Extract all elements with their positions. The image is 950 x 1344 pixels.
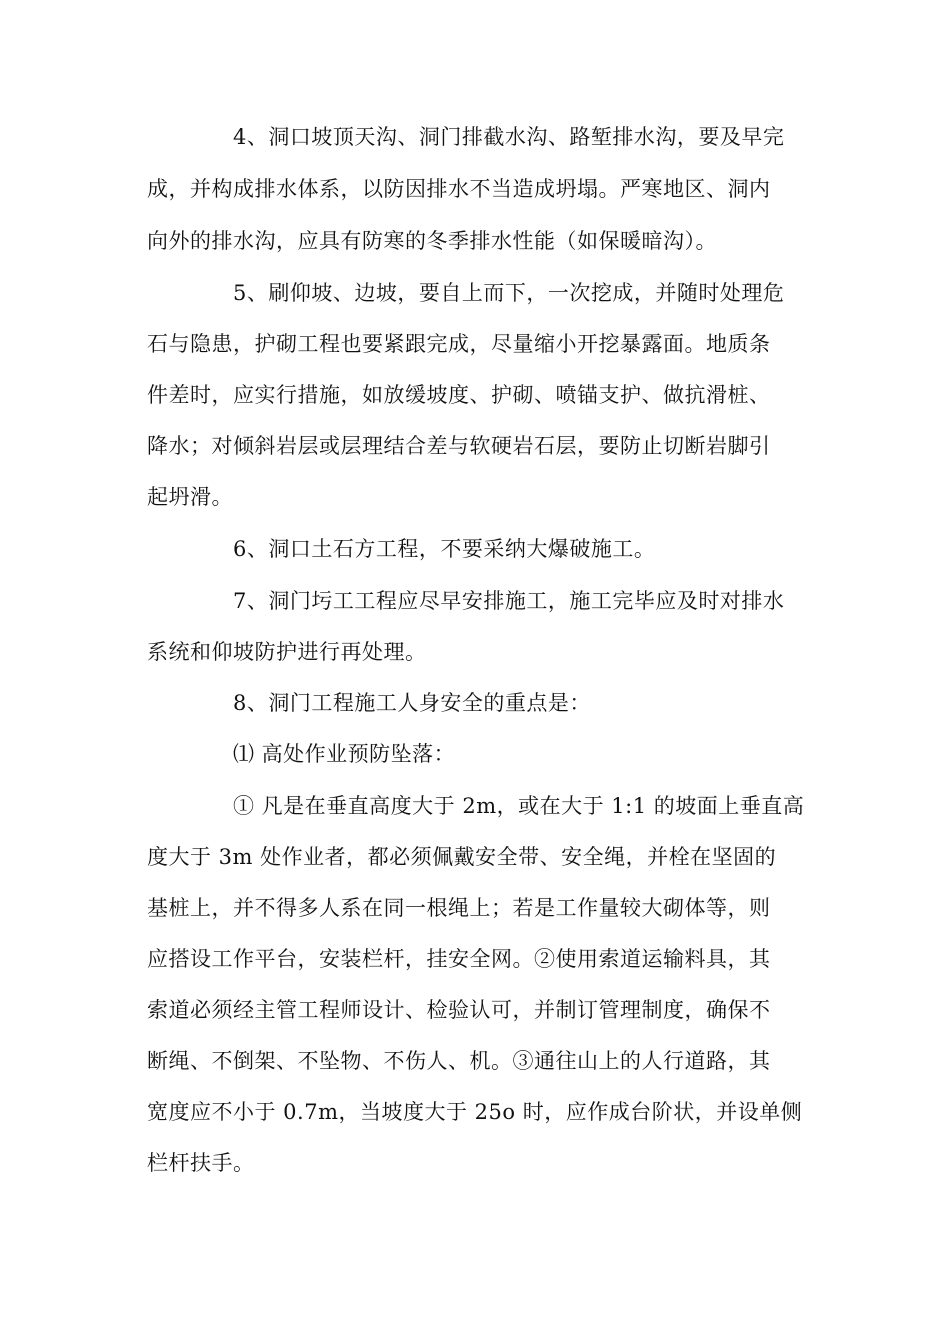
paragraph-5-line-5: 起坍滑。 [147, 485, 233, 509]
item-1-line-1: ① 凡是在垂直高度大于 2m，或在大于 1:1 的坡面上垂直高 [233, 794, 805, 818]
paragraph-5-line-1: 5、刷仰坡、边坡，要自上而下，一次挖成，并随时处理危 [233, 281, 785, 305]
item-1-line-2: 度大于 3m 处作业者，都必须佩戴安全带、安全绳，并栓在坚固的 [147, 845, 777, 869]
item-1-line-8: 栏杆扶手。 [147, 1151, 255, 1175]
paragraph-4-line-3: 向外的排水沟，应具有防寒的冬季排水性能（如保暖暗沟）。 [147, 229, 717, 253]
item-1-line-7: 宽度应不小于 0.7m，当坡度大于 25o 时，应作成台阶状，并设单侧 [147, 1100, 803, 1124]
paragraph-4-line-1: 4、洞口坡顶天沟、洞门排截水沟、路堑排水沟，要及早完 [233, 125, 785, 149]
paragraph-6: 6、洞口土石方工程，不要采纳大爆破施工。 [233, 537, 656, 561]
subheading-1: ⑴ 高处作业预防坠落： [233, 742, 456, 766]
paragraph-5-line-4: 降水；对倾斜岩层或层理结合差与软硬岩石层，要防止切断岩脚引 [147, 434, 771, 458]
item-1-line-3: 基桩上，并不得多人系在同一根绳上；若是工作量较大砌体等，则 [147, 896, 771, 920]
item-1-line-6: 断绳、不倒架、不坠物、不伤人、机。③通往山上的人行道路，其 [147, 1049, 771, 1073]
paragraph-7-line-2: 系统和仰坡防护进行再处理。 [147, 640, 427, 664]
paragraph-4-line-2: 成，并构成排水体系，以防因排水不当造成坍塌。严寒地区、洞内 [147, 177, 771, 201]
item-1-line-5: 索道必须经主管工程师设计、检验认可，并制订管理制度，确保不 [147, 998, 771, 1022]
item-1-line-4: 应搭设工作平台，安装栏杆，挂安全网。②使用索道运输料具，其 [147, 947, 771, 971]
paragraph-7-line-1: 7、洞门圬工工程应尽早安排施工，施工完毕应及时对排水 [233, 589, 785, 613]
paragraph-5-line-2: 石与隐患，护砌工程也要紧跟完成，尽量缩小开挖暴露面。地质条 [147, 332, 771, 356]
paragraph-8: 8、洞门工程施工人身安全的重点是： [233, 691, 591, 715]
paragraph-5-line-3: 件差时，应实行措施，如放缓坡度、护砌、喷锚支护、做抗滑桩、 [147, 383, 771, 407]
